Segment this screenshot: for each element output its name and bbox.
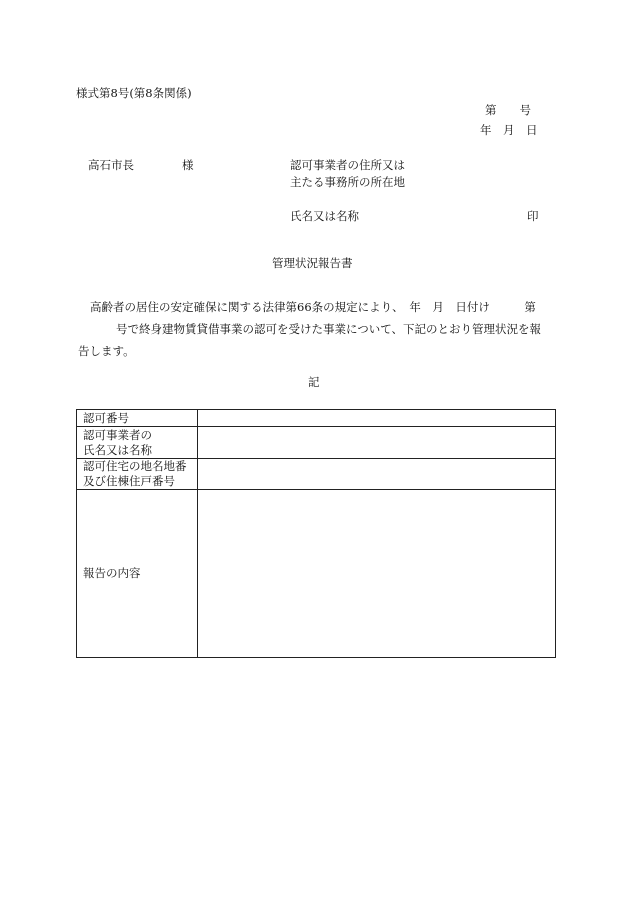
applicant-name-label: 氏名又は名称 (290, 209, 359, 223)
applicant-address-label-1: 認可事業者の住所又は (290, 158, 405, 172)
seal-mark: 印 (527, 209, 539, 223)
form-id: 様式第8号(第8条関係) (76, 86, 192, 100)
body-paragraph (78, 296, 556, 362)
table-row (77, 490, 556, 658)
addressee-honorific: 様 (182, 158, 194, 172)
addressee-name: 高石市長 (88, 158, 134, 172)
applicant-address-label-2: 主たる事務所の所在地 (290, 175, 405, 189)
body-line-2: 号で終身建物賃貸借事業の認可を受けた事業について、下記のとおり管理状況を報 (116, 322, 542, 336)
permit-number-field[interactable] (198, 410, 556, 427)
report-content-field[interactable] (198, 490, 556, 658)
operator-name-label: 認可事業者の 氏名又は名称 (77, 427, 198, 459)
permit-number-label: 認可番号 (77, 410, 198, 427)
table-row (77, 459, 556, 490)
report-content-label: 報告の内容 (77, 490, 198, 658)
table-row (77, 410, 556, 427)
housing-location-field[interactable] (198, 459, 556, 490)
table-row (77, 427, 556, 459)
housing-location-label: 認可住宅の地名地番 及び住棟住戸番号 (77, 459, 198, 490)
body-line-1: 高齢者の居住の安定確保に関する法律第66条の規定により、 年 月 日付け 第 (90, 300, 536, 314)
report-table (76, 409, 556, 658)
ki-heading: 記 (308, 375, 320, 389)
number-line: 第 号 (485, 103, 531, 117)
date-line: 年 月 日 (480, 123, 538, 137)
body-line-3: 告します。 (78, 344, 135, 358)
document-title: 管理状況報告書 (272, 256, 353, 270)
operator-name-field[interactable] (198, 427, 556, 459)
